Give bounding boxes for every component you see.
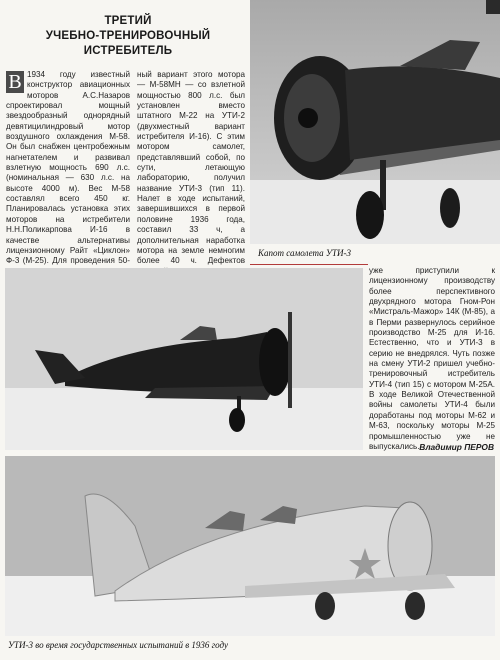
caption-top-photo: Капот самолета УТИ-3: [258, 248, 351, 258]
title-line-3: ИСТРЕБИТЕЛЬ: [83, 45, 173, 57]
photo-cowling: [250, 0, 500, 244]
photo-side-view: [5, 268, 363, 450]
article-title: [28, 14, 228, 59]
caption-underline: [250, 264, 368, 265]
article-column-1: [6, 70, 130, 298]
article-column-2: ный вариант этого мотора — М-58МН — со взлетной мощностью 800 л.с. был установлен вместо штатного М-22 на УТИ-2 (двухместный вариант истребителя И-16). С этим мотором самолет, представлявший собой, по сути, летающую лабораторию, получил название УТИ-3 (тип 11). Налет в ходе испытаний, завершившихся в первой половине 1936 года, составил 33 ч, а дополнительная наработка мотора на земле немногим более 40 ч. Дефектов: [137, 70, 245, 266]
side-view-photo-image: [5, 268, 363, 450]
column-1-text: 1934 году известный конструктор авиационных моторов А.С.Назаров спроектировал мощный звездообразный однорядный девятицилиндровый мотор воздушного охлаждения М-58. Он был снабжен центробежным нагнетателем и развивал взлетную мощность 690 л.с. (номинальная — 630 л.с. на высоте 4000 м). Вес М-58 составлял всего 450 кг. Планировалась установка этих моторов на истребители Н.Н.Поликарпова И-16 в качестве альтернативы лицензионному Райт «Циклон» Ф-3 (М-25). Для проведения 50-: [6, 70, 130, 266]
state-trials-photo-image: [5, 456, 495, 636]
caption-bottom-photo: УТИ-3 во время государственных испытаний в 1936 году: [8, 640, 228, 650]
title-line-1: ТРЕТИЙ: [104, 15, 152, 27]
article-column-3: уже приступили к лицензионному производству более перспективного двухрядного мотора Гном-Рон «Мистраль-Мажор» 14К (М-85), а в Перми развернулось серийное производство М-25 для И-16. Естественно, что и УТИ-3 в серию не внедрялся. Чуть позже на смену УТИ-2 пришел учебно-тренировочный истребитель УТИ-4 (тип 15) с мотором М-25А. В ходе Великой Отечественной войны самолеты УТИ-4 были доработаны под моторы М-62 и М-63, поскольку моторы М-25 промышленностью уже не выпускались.: [369, 266, 495, 451]
title-line-2: УЧЕБНО-ТРЕНИРОВОЧНЫЙ: [45, 30, 211, 42]
drop-cap: В: [6, 71, 24, 93]
author-name: Владимир ПЕРОВ: [419, 442, 494, 452]
page-corner-mark: [486, 0, 500, 14]
cowling-photo-image: [250, 0, 500, 244]
photo-state-trials: [5, 456, 495, 636]
